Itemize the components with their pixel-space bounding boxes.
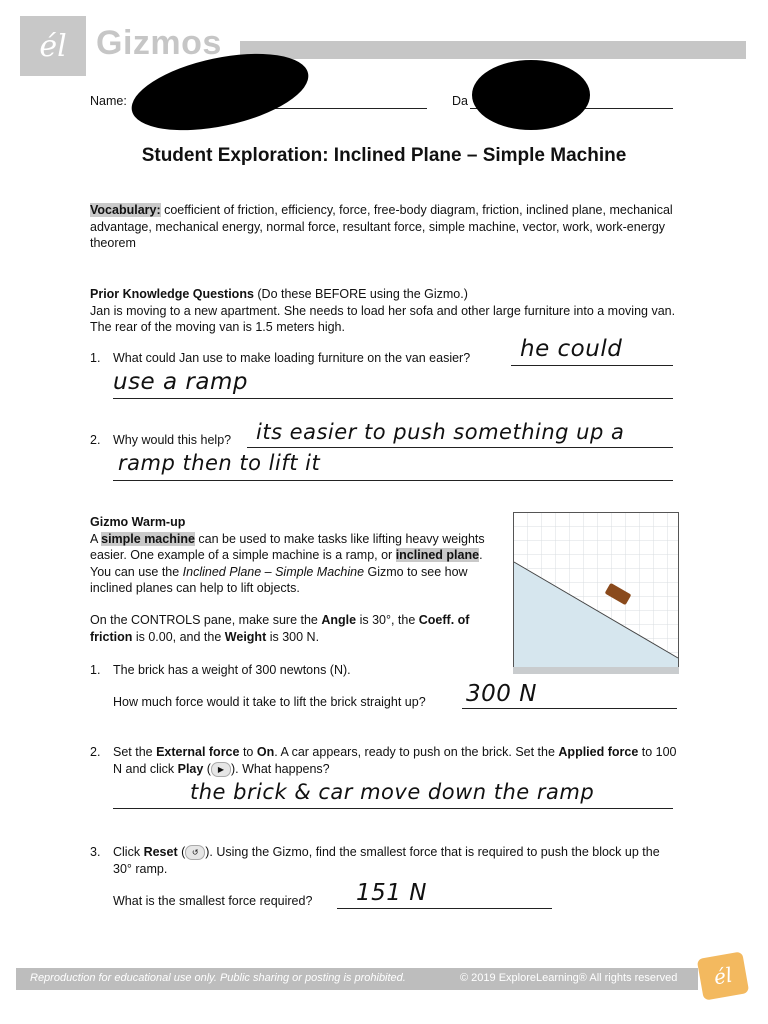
q3-a: Click <box>113 845 144 859</box>
q2-c: . A car appears, ready to push on the brick. Set the <box>274 745 559 759</box>
prior-q2-number: 2. <box>90 433 101 447</box>
warmup-q2-text <box>113 744 678 777</box>
prior-q2-text: Why would this help? <box>113 433 232 447</box>
header-bar <box>240 41 746 59</box>
warmup-a2-text: the brick & car move down the ramp <box>190 780 595 804</box>
date-label: Da <box>452 94 468 108</box>
prior-intro: Jan is moving to a new apartment. She needs to load her sofa and other large furniture into a moving van. The rear of the moving van is 1.5 meters high. <box>90 303 676 334</box>
q3-b: ( <box>177 845 186 859</box>
logo-mark: él <box>39 28 67 64</box>
prior-a2-text2: ramp then to lift it <box>118 451 321 475</box>
name-label: Name: <box>90 94 127 108</box>
q2-e: ( <box>203 761 211 776</box>
prior-q1-text: What could Jan use to make loading furniture on the van easier? <box>113 351 471 365</box>
prior-heading-note: (Do these BEFORE using the Gizmo.) <box>253 287 468 301</box>
redaction-date <box>472 60 590 130</box>
q2-f: ). What happens? <box>230 761 330 776</box>
warmup-q2-number: 2. <box>90 745 101 759</box>
warmup-a2-line[interactable] <box>113 808 673 809</box>
term-coeff-friction: Coeff. of friction <box>90 613 470 644</box>
term-on: On <box>256 745 275 759</box>
prior-knowledge-section <box>90 286 680 336</box>
ground <box>513 667 679 674</box>
prior-a1-text2: use a ramp <box>113 369 248 395</box>
warmup-p2-b: is 30°, the <box>356 613 419 627</box>
prior-a1-line1[interactable] <box>511 365 673 366</box>
warmup-p1-c: . You can use the <box>90 548 483 579</box>
term-reset: Reset <box>143 845 178 859</box>
q2-a: Set the <box>113 745 157 759</box>
warmup-q1-prompt: How much force would it take to lift the brick straight up? <box>113 695 426 709</box>
warmup-q3-number: 3. <box>90 845 101 859</box>
prior-a2-text1: its easier to push something up a <box>256 420 625 444</box>
warmup-controls-paragraph <box>90 612 502 645</box>
warmup-q3-prompt: What is the smallest force required? <box>113 894 313 908</box>
warmup-q3-text <box>113 844 678 877</box>
warmup-a1-text: 300 N <box>466 681 537 707</box>
gizmo-name: Inclined Plane – Simple Machine <box>182 564 365 579</box>
term-external-force: External force <box>156 745 240 759</box>
reset-icon: ↺ <box>185 845 205 860</box>
prior-a1-line2[interactable] <box>113 398 673 399</box>
vocabulary-label: Vocabulary: <box>90 203 161 217</box>
warmup-p1-a: A <box>90 531 102 546</box>
term-angle: Angle <box>321 613 357 627</box>
term-inclined-plane: inclined plane <box>395 548 480 562</box>
prior-a2-line2[interactable] <box>113 480 673 481</box>
page-title: Student Exploration: Inclined Plane – Simple Machine <box>141 145 627 166</box>
footer-logo: él <box>697 951 750 1000</box>
warmup-p1-b: can be used to make tasks like lifting heavy weights easier. One example of a simple machine is a ramp, or <box>90 531 485 562</box>
warmup-a1-line[interactable] <box>462 708 677 709</box>
brand-title: Gizmos <box>96 24 222 62</box>
prior-a1-text1: he could <box>520 336 623 362</box>
warmup-a3-line[interactable] <box>337 908 552 909</box>
warmup-heading: Gizmo Warm-up <box>90 515 186 529</box>
warmup-p1-d: Gizmo to see how inclined planes can help to lift objects. <box>90 564 468 595</box>
vocabulary-paragraph <box>90 202 680 252</box>
term-play: Play <box>177 761 204 776</box>
warmup-a3-text: 151 N <box>356 880 427 906</box>
vocabulary-text: coefficient of friction, efficiency, force, free-body diagram, friction, inclined plane, mechanical advantage, mechanical energy, normal force, resultant force, simple machine, vector, work, work-energy theorem <box>90 203 673 250</box>
term-applied-force: Applied force <box>558 745 639 759</box>
prior-a2-line1[interactable] <box>247 447 673 448</box>
footer-disclaimer: Reproduction for educational use only. Public sharing or posting is prohibited. <box>30 972 406 984</box>
warmup-p2-c: is 0.00, and the <box>132 629 225 644</box>
warmup-p2-a: On the CONTROLS pane, make sure the <box>90 613 322 627</box>
q3-c: ). Using the Gizmo, find the smallest force that is required to push the block up the 30° ramp. <box>113 845 660 876</box>
prior-q1-number: 1. <box>90 351 101 365</box>
inclined-plane-image <box>513 512 679 674</box>
footer-copyright: © 2019 ExploreLearning® All rights reserved <box>460 972 678 984</box>
warmup-q1-number: 1. <box>90 663 101 677</box>
term-weight: Weight <box>224 629 267 644</box>
explorelearning-logo <box>20 16 86 76</box>
warmup-p2-d: is 300 N. <box>266 629 320 644</box>
warmup-q1-text: The brick has a weight of 300 newtons (N). <box>113 663 351 677</box>
term-simple-machine: simple machine <box>101 531 195 546</box>
q2-d: to 100 N and click <box>113 745 677 776</box>
warmup-section <box>90 514 502 597</box>
q2-b: to <box>239 745 257 759</box>
prior-heading: Prior Knowledge Questions <box>90 287 254 301</box>
play-icon: ▶ <box>211 762 231 777</box>
